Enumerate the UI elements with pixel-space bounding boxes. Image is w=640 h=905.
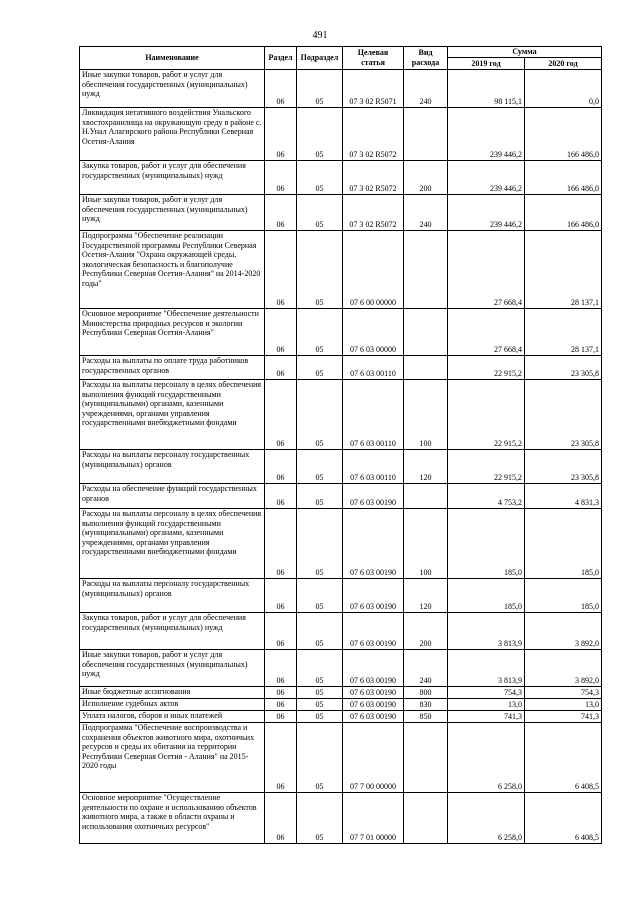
row-name: Расходы на выплаты по оплате труда работников государственных органов <box>80 356 265 380</box>
row-target-article: 07 6 03 00190 <box>343 509 404 579</box>
row-section: 06 <box>265 195 297 231</box>
row-subsection: 05 <box>297 613 343 650</box>
header-subsection: Подраздел <box>297 47 343 70</box>
header-sum: Сумма <box>448 47 602 58</box>
row-section: 06 <box>265 161 297 195</box>
row-amount-2020: 185,0 <box>525 579 602 613</box>
row-amount-2019: 22 915,2 <box>448 380 525 450</box>
row-name: Расходы на обеспечение функций государственных органов <box>80 484 265 509</box>
row-expense-type <box>404 723 448 793</box>
row-subsection: 05 <box>297 793 343 844</box>
row-name: Основное мероприятие "Осуществление деятельности по охране и использованию объектов животного мира, а также в области охраны и использования охотничьих ресурсов" <box>80 793 265 844</box>
row-target-article: 07 6 03 00190 <box>343 650 404 687</box>
row-section: 06 <box>265 650 297 687</box>
row-subsection: 05 <box>297 309 343 356</box>
row-subsection: 05 <box>297 161 343 195</box>
row-subsection: 05 <box>297 650 343 687</box>
row-amount-2020: 23 305,8 <box>525 356 602 380</box>
row-amount-2019: 239 446,2 <box>448 108 525 161</box>
header-target-article: Целевая статья <box>343 47 404 70</box>
table-row <box>80 484 602 509</box>
row-target-article: 07 6 03 00110 <box>343 380 404 450</box>
row-name: Уплата налогов, сборов и иных платежей <box>80 711 265 723</box>
row-subsection: 05 <box>297 380 343 450</box>
row-amount-2019: 3 813,9 <box>448 613 525 650</box>
row-section: 06 <box>265 723 297 793</box>
row-expense-type: 850 <box>404 711 448 723</box>
row-expense-type <box>404 484 448 509</box>
row-amount-2019: 185,0 <box>448 579 525 613</box>
row-expense-type: 120 <box>404 579 448 613</box>
row-name: Исполнение судебных актов <box>80 699 265 711</box>
row-target-article: 07 6 03 00190 <box>343 699 404 711</box>
row-subsection: 05 <box>297 723 343 793</box>
row-section: 06 <box>265 613 297 650</box>
table-row <box>80 711 602 723</box>
header-name: Наименование <box>80 47 265 70</box>
row-expense-type: 800 <box>404 687 448 699</box>
row-expense-type: 240 <box>404 70 448 108</box>
row-target-article: 07 6 03 00110 <box>343 356 404 380</box>
budget-table <box>79 46 602 844</box>
row-section: 06 <box>265 509 297 579</box>
row-name: Расходы на выплаты персоналу в целях обеспечения выполнения функций государственными (муниципальными) органами, казенными учреждениями, органами управления государственными внебюджетными фондами <box>80 509 265 579</box>
row-target-article: 07 3 02 R5072 <box>343 161 404 195</box>
row-amount-2020: 23 305,8 <box>525 380 602 450</box>
row-name: Закупка товаров, работ и услуг для обеспечения государственных (муниципальных) нужд <box>80 613 265 650</box>
row-target-article: 07 6 03 00190 <box>343 484 404 509</box>
table-row <box>80 613 602 650</box>
row-amount-2019: 754,3 <box>448 687 525 699</box>
row-subsection: 05 <box>297 356 343 380</box>
row-target-article: 07 3 02 R5072 <box>343 108 404 161</box>
row-amount-2019: 741,3 <box>448 711 525 723</box>
row-amount-2020: 3 892,0 <box>525 650 602 687</box>
row-name: Расходы на выплаты персоналу в целях обеспечения выполнения функций государственными (муниципальными) органами, казенными учреждениями, органами управления государственными внебюджетными фондами <box>80 380 265 450</box>
row-name: Иные закупки товаров, работ и услуг для обеспечения государственных (муниципальных) нужд <box>80 195 265 231</box>
row-subsection: 05 <box>297 70 343 108</box>
row-subsection: 05 <box>297 450 343 484</box>
row-section: 06 <box>265 108 297 161</box>
row-target-article: 07 6 03 00000 <box>343 309 404 356</box>
row-amount-2019: 98 115,1 <box>448 70 525 108</box>
row-amount-2020: 13,0 <box>525 699 602 711</box>
row-amount-2020: 185,0 <box>525 509 602 579</box>
row-amount-2020: 28 137,1 <box>525 231 602 309</box>
row-expense-type: 100 <box>404 509 448 579</box>
row-section: 06 <box>265 231 297 309</box>
row-amount-2020: 4 831,3 <box>525 484 602 509</box>
table-row <box>80 195 602 231</box>
row-amount-2020: 166 486,0 <box>525 161 602 195</box>
table-row <box>80 231 602 309</box>
row-expense-type: 200 <box>404 613 448 650</box>
row-expense-type <box>404 356 448 380</box>
row-amount-2019: 22 915,2 <box>448 450 525 484</box>
row-name: Иные закупки товаров, работ и услуг для обеспечения государственных (муниципальных) нужд <box>80 650 265 687</box>
row-amount-2020: 754,3 <box>525 687 602 699</box>
row-expense-type <box>404 108 448 161</box>
row-target-article: 07 3 02 R5071 <box>343 70 404 108</box>
row-amount-2020: 6 408,5 <box>525 793 602 844</box>
row-amount-2019: 22 915,2 <box>448 356 525 380</box>
row-name: Иные бюджетные ассигнования <box>80 687 265 699</box>
row-target-article: 07 6 03 00110 <box>343 450 404 484</box>
row-name: Основное мероприятие "Обеспечение деятельности Министерства природных ресурсов и экологии Республики Северная Осетия-Алания" <box>80 309 265 356</box>
row-section: 06 <box>265 699 297 711</box>
row-expense-type <box>404 309 448 356</box>
table-row <box>80 70 602 108</box>
row-amount-2020: 741,3 <box>525 711 602 723</box>
row-amount-2020: 28 137,1 <box>525 309 602 356</box>
row-name: Подпрограмма "Обеспечение воспроизводства и сохранения объектов животного мира, охотничьих ресурсов и среды их обитания на территории Республики Северная Осетия - Алания" на 2015-2020 годы <box>80 723 265 793</box>
row-target-article: 07 6 03 00190 <box>343 579 404 613</box>
row-target-article: 07 7 01 00000 <box>343 793 404 844</box>
row-expense-type: 200 <box>404 161 448 195</box>
row-name: Подпрограмма "Обеспечение реализации Государственной программы Республики Северная Осетия-Алания "Охрана окружающей среды, экологическая безопасность и благополучие Республики Северная Осетия-Алания" на 2014-2020 годы" <box>80 231 265 309</box>
row-amount-2020: 3 892,0 <box>525 613 602 650</box>
row-expense-type: 120 <box>404 450 448 484</box>
header-year-2020: 2020 год <box>525 58 602 70</box>
row-amount-2019: 6 258,0 <box>448 793 525 844</box>
row-amount-2019: 239 446,2 <box>448 195 525 231</box>
row-name: Закупка товаров, работ и услуг для обеспечения государственных (муниципальных) нужд <box>80 161 265 195</box>
row-section: 06 <box>265 380 297 450</box>
row-section: 06 <box>265 309 297 356</box>
row-subsection: 05 <box>297 711 343 723</box>
row-expense-type: 240 <box>404 195 448 231</box>
table-row <box>80 650 602 687</box>
row-subsection: 05 <box>297 579 343 613</box>
table-row <box>80 309 602 356</box>
row-section: 06 <box>265 687 297 699</box>
row-section: 06 <box>265 793 297 844</box>
row-subsection: 05 <box>297 108 343 161</box>
row-subsection: 05 <box>297 699 343 711</box>
row-name: Расходы на выплаты персоналу государственных (муниципальных) органов <box>80 579 265 613</box>
row-amount-2019: 6 258,0 <box>448 723 525 793</box>
table-row <box>80 723 602 793</box>
row-target-article: 07 7 00 00000 <box>343 723 404 793</box>
table-row <box>80 509 602 579</box>
row-amount-2019: 185,0 <box>448 509 525 579</box>
row-name: Ликвидация негативного воздействия Унальского хвостохранилища на окружающую среду в районе с. Н.Унал Алагирского района Республики Северная Осетия-Алания <box>80 108 265 161</box>
row-amount-2019: 27 668,4 <box>448 309 525 356</box>
row-target-article: 07 6 03 00190 <box>343 687 404 699</box>
row-section: 06 <box>265 579 297 613</box>
header-expense-type: Вид расхода <box>404 47 448 70</box>
table-row <box>80 450 602 484</box>
table-row <box>80 699 602 711</box>
table-row <box>80 380 602 450</box>
row-amount-2020: 0,0 <box>525 70 602 108</box>
row-expense-type: 830 <box>404 699 448 711</box>
row-section: 06 <box>265 484 297 509</box>
header-section: Раздел <box>265 47 297 70</box>
row-target-article: 07 6 03 00190 <box>343 613 404 650</box>
row-expense-type <box>404 231 448 309</box>
table-row <box>80 356 602 380</box>
row-target-article: 07 3 02 R5072 <box>343 195 404 231</box>
row-section: 06 <box>265 450 297 484</box>
row-amount-2020: 166 486,0 <box>525 195 602 231</box>
row-section: 06 <box>265 70 297 108</box>
row-subsection: 05 <box>297 687 343 699</box>
page-number: 491 <box>312 30 328 41</box>
row-section: 06 <box>265 356 297 380</box>
row-subsection: 05 <box>297 484 343 509</box>
table-row <box>80 108 602 161</box>
table-row <box>80 161 602 195</box>
row-amount-2019: 239 446,2 <box>448 161 525 195</box>
row-target-article: 07 6 03 00190 <box>343 711 404 723</box>
row-expense-type: 100 <box>404 380 448 450</box>
table-row <box>80 687 602 699</box>
row-target-article: 07 6 00 00000 <box>343 231 404 309</box>
row-subsection: 05 <box>297 231 343 309</box>
row-amount-2019: 4 753,2 <box>448 484 525 509</box>
row-name: Расходы на выплаты персоналу государственных (муниципальных) органов <box>80 450 265 484</box>
table-row <box>80 793 602 844</box>
row-amount-2019: 13,0 <box>448 699 525 711</box>
row-amount-2020: 23 305,8 <box>525 450 602 484</box>
row-amount-2019: 27 668,4 <box>448 231 525 309</box>
table-row <box>80 579 602 613</box>
row-expense-type <box>404 793 448 844</box>
row-amount-2020: 166 486,0 <box>525 108 602 161</box>
row-section: 06 <box>265 711 297 723</box>
row-name: Иные закупки товаров, работ и услуг для обеспечения государственных (муниципальных) нужд <box>80 70 265 108</box>
header-year-2019: 2019 год <box>448 58 525 70</box>
row-amount-2019: 3 813,9 <box>448 650 525 687</box>
row-subsection: 05 <box>297 195 343 231</box>
row-subsection: 05 <box>297 509 343 579</box>
row-expense-type: 240 <box>404 650 448 687</box>
row-amount-2020: 6 408,5 <box>525 723 602 793</box>
